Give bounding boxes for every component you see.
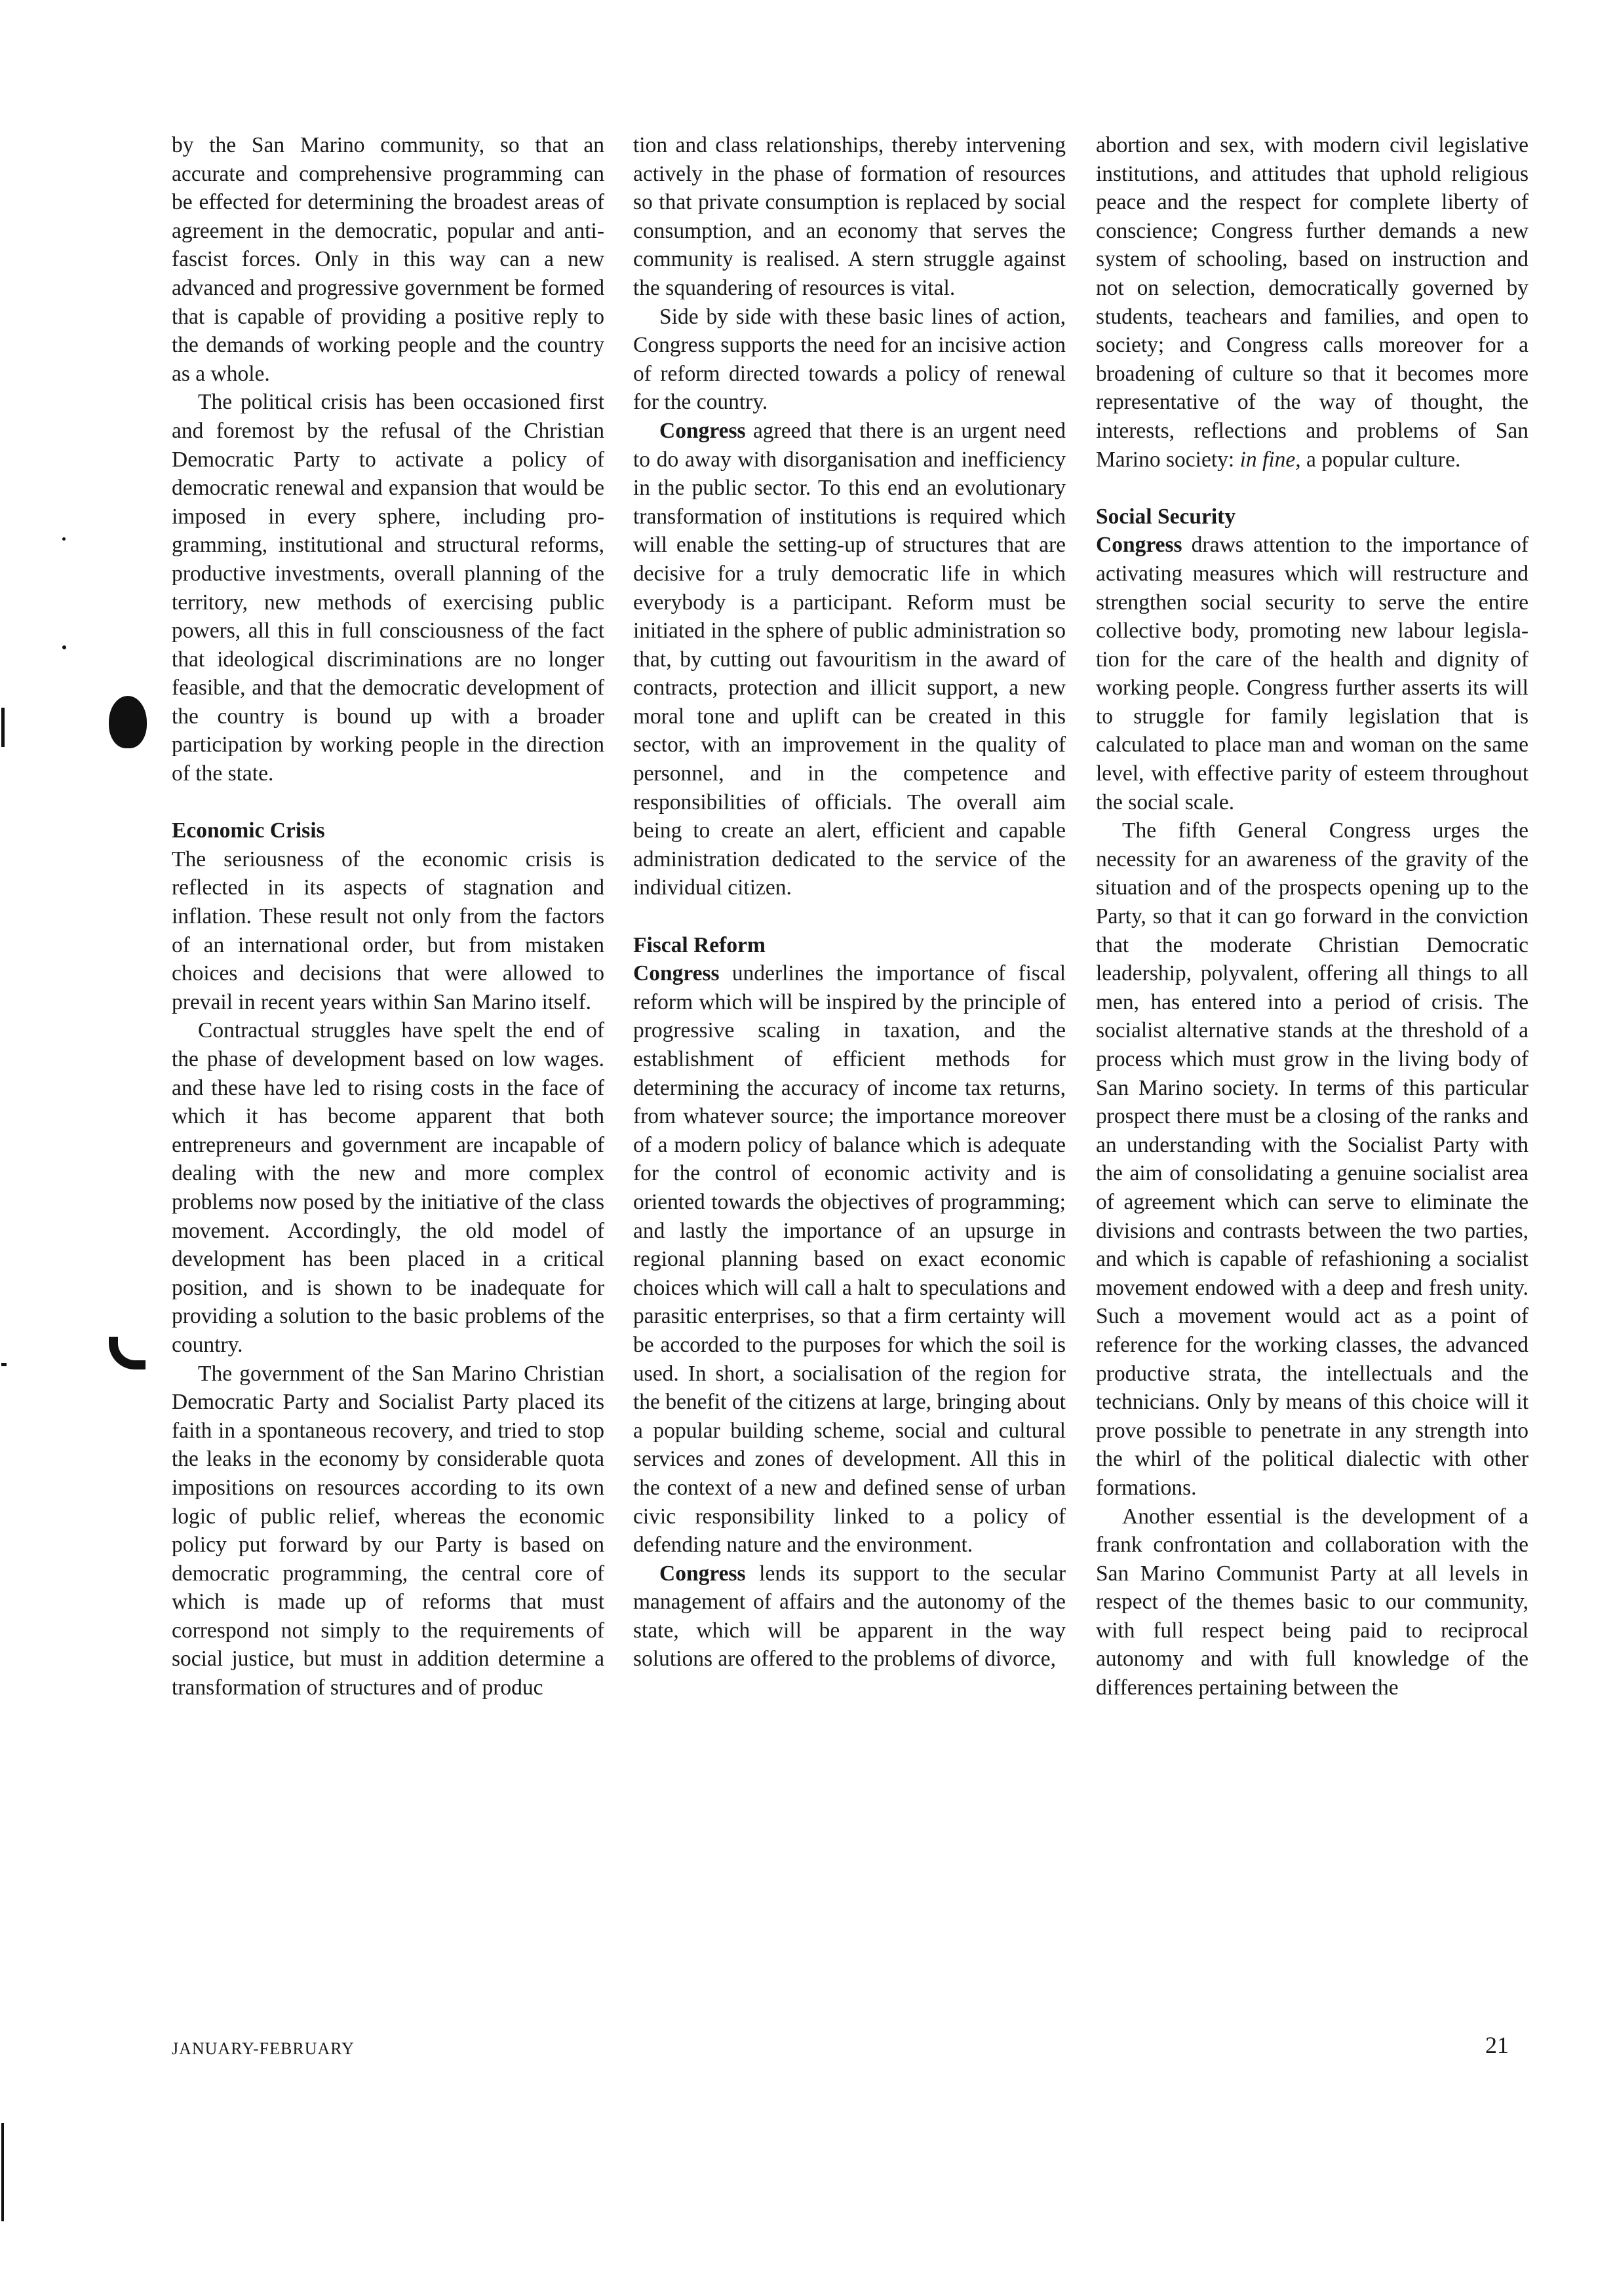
paragraph-text: lends its support to the secular management of affairs and the autonomy of the state, which will be apparent in the way solutions are offered to the problems of divorce, (633, 1561, 1066, 1672)
lead-word: Congress (659, 418, 746, 443)
text-column-2 (633, 131, 1066, 1674)
paragraph (633, 417, 1066, 902)
paragraph: Another essential is the development of a frank confrontation and collaboration with the San Marino Communist Party at all levels in respect of the themes basic to our community, with full respect being paid to reciprocal autonomy and with full knowledge of the differences pertaining between the (1096, 1504, 1528, 1700)
paragraph: The fifth General Congress urges the necessity for an awareness of the gravity of the situation and of the prospects opening up to the Party, so that it can go forward in the conviction that the moderate Christian Democratic leadership, polyvalent, offering all things to all men, has entered into a period of crisis. The socialist alternative stands at the threshold of a process which must grow in the living body of San Marino society. In terms of this particular prospect there must be a closing of the ranks and an understanding with the Socialist Party with the aim of consolidating a genuine socialist area of agreement which can serve to eliminate the divisions and contrasts between the two parties, and which is capable of refashioning a socialist movement endowed with a deep and fresh unity. Such a movement would act as a point of reference for the working classes, the advanced productive strata, the intellectuals and the technicians. Only by means of this choice will it prove possible to penetrate in any strength into the whirl of the political dialectic with other formations. (1096, 818, 1528, 1500)
punch-hole-mark (109, 1337, 146, 1369)
punch-hole-mark (109, 696, 147, 748)
paragraph: by the San Marino community, so that an accurate and comprehensive programming can be effected for determining the broadest areas of agreement in the democratic, popular and anti-fascist forces. Only in this way can a new advanced and progressive government be formed that is capable of providing a positive reply to the demands of working people and the country as a whole. (172, 133, 604, 386)
paragraph: The seriousness of the economic crisis is reflected in its aspects of stagnation and inflation. These result not only from the factors of an international order, but from mistaken choices and decisions that were allowed to prevail in recent years within San Marino itself. (172, 847, 604, 1014)
scan-mark-dot (62, 537, 66, 541)
paragraph: Contractual struggles have spelt the end of the phase of development based on low wages. and these have led to rising costs in the face of which it has become apparent that both entrepreneurs and government are incapable of dealing with the new and more complex problems now posed by the initiative of the class movement. Accordingly, the old model of development has been placed in a critical position, and is shown to be inadequate for providing a solution to the basic problems of the country. (172, 1018, 604, 1357)
text-column-1 (172, 131, 604, 1702)
section-heading-economic-crisis: Economic Crisis (172, 818, 325, 843)
paragraph (633, 1559, 1066, 1674)
paragraph-text: underlines the importance of fiscal reform which will be inspired by the principle of progressive scaling in taxation, and the establishment of efficient methods for determining the accuracy of income tax returns, from whatever source; the importance moreover of a modern policy of balance which is adequate for the control of economic activity and is oriented towards the objectives of programming; and lastly the importance of an upsurge in regional planning based on exact economic choices which will call a halt to speculations and parasitic enterprises, so that a firm certainty will be accorded to the purposes for which the soil is used. In short, a socialisation of the region for the benefit of the citizens at large, bringing about a popular building scheme, social and cultural services and zones of development. All this in the context of a new and defined sense of urban civic responsibility linked to a policy of defending nature and the environment. (633, 961, 1066, 1558)
paragraph-text: draws attention to the importance of activating measures which will restructure and strengthen social security to serve the entire collective body, promoting new labour legislation for the care of the health and dignity of working people. Congress further asserts its will to struggle for family legislation that is calculated to place man and woman on the same level, with effective parity of esteem throughout the social scale. (1096, 533, 1528, 814)
paragraph-text: a popular culture. (1300, 447, 1461, 472)
paragraph: The political crisis has been occasioned first and foremost by the refusal of the Christian Democratic Party to activate a policy of democratic renewal and expansion that would be imposed in every sphere, including programming, institutional and structural reforms, productive investments, overall planning of the territory, new methods of exercising public powers, all this in full consciousness of the fact that ideological discriminations are no longer feasible, and that the democratic development of the country is bound up with a broader participation by working people in the direction of the state. (172, 390, 604, 786)
scan-mark-dot (62, 645, 66, 649)
lead-word: Congress (633, 961, 720, 986)
page-number: 21 (1485, 2032, 1509, 2058)
footer-issue-label: JANUARY-FEBRUARY (172, 2039, 355, 2058)
paragraph (1096, 531, 1528, 816)
scan-mark-bar (1, 1363, 7, 1366)
section-heading-social-security: Social Security (1096, 504, 1236, 529)
scan-mark-bar (1, 708, 5, 747)
paragraph (633, 959, 1066, 1559)
section-heading-fiscal-reform: Fiscal Reform (633, 932, 766, 957)
paragraph: The government of the San Marino Christian Democratic Party and Socialist Party placed its faith in a spontaneous recovery, and tried to stop the leaks in the economy by considerable quota impositions on resources according to its own logic of public relief, whereas the economic policy put forward by our Party is based on democratic programming, the central core of which is made up of reforms that must correspond not simply to the requirements of social justice, but must in addition determine a transformation of structures and of produc (172, 1361, 604, 1700)
lead-word: Congress (1096, 533, 1182, 558)
paragraph-text: agreed that there is an urgent need to do away with disorganisation and inefficiency in the public sector. To this end an evolutionary transformation of institutions is required which will enable the setting-up of structures that are decisive for a truly democratic life in which everybody is a participant. Reform must be initiated in the sphere of public administration so that, by cutting out favouritism in the award of contracts, protection and illicit support, a new moral tone and uplift can be created in this sector, with an improvement in the quality of personnel, and in the competence and responsibilities of officials. The overall aim being to create an alert, efficient and capable administration dedicated to the service of the individual citizen. (633, 418, 1066, 900)
paragraph (1096, 131, 1528, 474)
italic-phrase: in fine, (1239, 447, 1301, 472)
paragraph: Side by side with these basic lines of action, Congress supports the need for an incisive action of reform directed towards a policy of renewal for the country. (633, 304, 1066, 415)
text-column-3 (1096, 131, 1528, 1702)
paragraph-text: abortion and sex, with modern civil legislative institutions, and attitudes that uphold religious peace and the respect for complete liberty of conscience; Congress further demands a new system of schooling, based on instruction and not on selection, democratically governed by students, teachears and families, and open to society; and Congress calls moreover for a broadening of culture so that it becomes more representative of the way of thought, the interests, reflections and problems of San Marino society: (1096, 133, 1528, 472)
lead-word: Congress (659, 1561, 746, 1586)
paragraph: tion and class relationships, thereby intervening actively in the phase of formation of resources so that private consumption is replaced by social consumption, and an economy that serves the community is realised. A stern struggle against the squandering of resources is vital. (633, 133, 1066, 300)
scan-mark-bar (1, 2123, 4, 2221)
